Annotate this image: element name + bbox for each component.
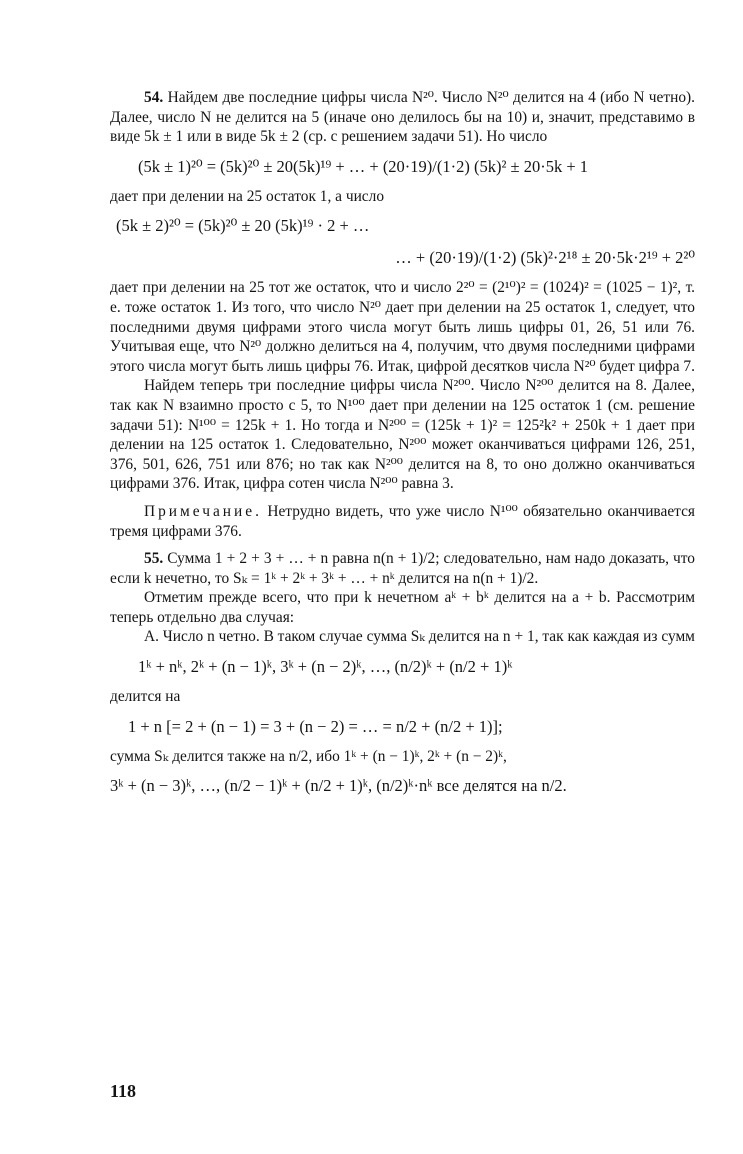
- problem-55-text-6: сумма Sₖ делится также на n/2, ибо 1ᵏ + (n − 1)ᵏ, 2ᵏ + (n − 2)ᵏ,: [110, 747, 507, 765]
- problem-55-intro-text: Сумма 1 + 2 + 3 + … + n равна n(n + 1)/2; следовательно, нам надо доказать, что если k нечетно, то Sₖ = 1ᵏ + 2ᵏ + 3ᵏ + … + nᵏ делится на n(n + 1)/2.: [110, 550, 695, 587]
- formula-4: 1 + n [= 2 + (n − 1) = 3 + (n − 2) = … = n/2 + (n/2 + 1)];: [128, 716, 503, 736]
- problem-54-number: 54.: [144, 89, 164, 106]
- note-text: Нетрудно видеть, что уже число N¹⁰⁰ обязательно оканчивается тремя цифрами 376.: [110, 502, 695, 540]
- problem-54-text-4: Найдем теперь три последние цифры числа N²⁰⁰. Число N²⁰⁰ делится на 8. Далее, так как N взаимно просто с 5, то N¹⁰⁰ дает при делении на 125 остаток 1 (см. решение задачи 51): N¹⁰⁰ = 125k + 1. Но тогда и N²⁰⁰ = (125k + 1)² = 125²k² + 250k + 1 дает при делении на 125 остаток 1. Следовательно, N²⁰⁰ может оканчиваться цифрами 126, 251, 376, 501, 626, 751 или 876; но так как N²⁰⁰ делится на 8, то оно должно оканчиваться цифрами 376. Итак, цифра сотен числа N²⁰⁰ равна 3.: [110, 377, 695, 493]
- note-label: Примечание.: [144, 502, 262, 520]
- problem-55-text-5: делится на: [110, 688, 181, 706]
- formula-1: (5k ± 1)²⁰ = (5k)²⁰ ± 20(5k)¹⁹ + … + (20·19)/(1·2) (5k)² ± 20·5k + 1: [138, 156, 589, 176]
- problem-54-text-2: дает при делении на 25 остаток 1, а число: [110, 187, 385, 205]
- problem-55-intro: [110, 549, 695, 588]
- problem-55-case-a: А. Число n четно. В таком случае сумма Sₖ делится на n + 1, так как каждая из сумм: [144, 628, 695, 646]
- formula-2a: (5k ± 2)²⁰ = (5k)²⁰ ± 20 (5k)¹⁹ · 2 + …: [116, 216, 370, 236]
- formula-2b: … + (20·19)/(1·2) (5k)²·2¹⁸ ± 20·5k·2¹⁹ + 2²⁰: [395, 248, 695, 268]
- page-number: 118: [110, 1081, 137, 1101]
- problem-55-number: 55.: [144, 550, 164, 568]
- problem-55-text-2: Отметим прежде всего, что при k нечетном aᵏ + bᵏ делится на a + b. Рассмотрим теперь отдельно два случая:: [110, 589, 695, 626]
- formula-3: 1ᵏ + nᵏ, 2ᵏ + (n − 1)ᵏ, 3ᵏ + (n − 2)ᵏ, …, (n/2)ᵏ + (n/2 + 1)ᵏ: [138, 657, 513, 677]
- formula-5: 3ᵏ + (n − 3)ᵏ, …, (n/2 − 1)ᵏ + (n/2 + 1)ᵏ, (n/2)ᵏ·nᵏ все делятся на n/2.: [110, 776, 567, 796]
- problem-54-note: [110, 502, 695, 541]
- page-body: [110, 88, 695, 806]
- problem-54-intro: [110, 88, 695, 147]
- problem-54-intro-text: Найдем две последние цифры числа N²⁰. Число N²⁰ делится на 4 (ибо N четно). Далее, число N не делится на 5 (иначе оно делилось бы на 10) и, значит, представимо в виде 5k ± 1 или в виде 5k ± 2 (ср. с решением задачи 51). Но число: [110, 89, 695, 146]
- problem-54-text-3: дает при делении на 25 тот же остаток, что и число 2²⁰ = (2¹⁰)² = (1024)² = (1025 − 1)², т. е. тоже остаток 1. Из того, что число N²⁰ дает при делении на 25 остаток 1, следует, что последними двумя цифрами этого числа могут быть лишь цифры 01, 26, 51 или 76. Учитывая еще, что N²⁰ должно делиться на 4, получим, что двумя последними цифрами этого числа могут быть лишь цифры 76. Итак, цифрой десятков числа N²⁰ будет цифра 7.: [110, 279, 695, 375]
